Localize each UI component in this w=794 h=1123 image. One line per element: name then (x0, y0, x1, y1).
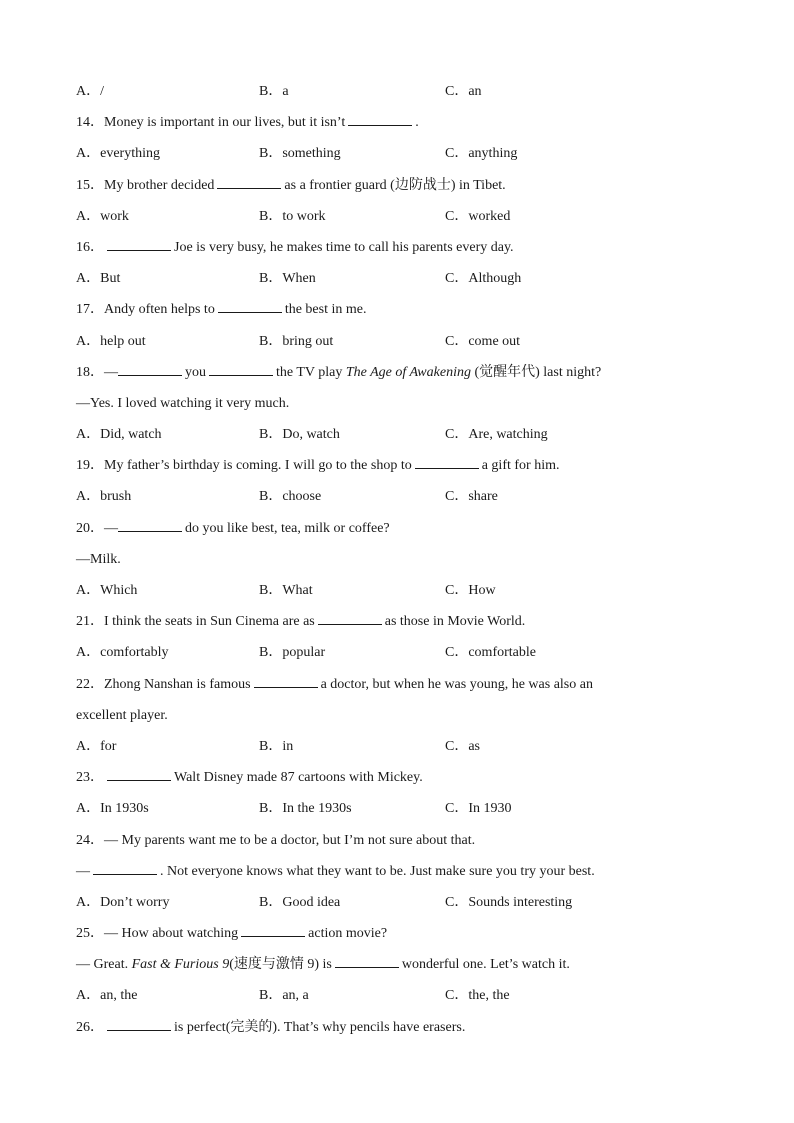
q18-option-c[interactable]: C．Are, watching (445, 427, 548, 443)
q24-stem (76, 829, 676, 860)
q22-number: 22． (76, 676, 104, 692)
q14-option-b[interactable]: B．something (259, 146, 341, 162)
q21-option-a[interactable]: A．comfortably (76, 645, 169, 661)
q16-blank (107, 236, 171, 251)
q18-options (76, 423, 676, 454)
q24-option-b[interactable]: B．Good idea (259, 894, 341, 910)
q14-text-post: . (415, 115, 419, 131)
q15-option-c[interactable]: C．worked (445, 208, 511, 224)
q22-blank (254, 673, 318, 688)
q14-options (76, 142, 676, 173)
q24-reply-dash: — (76, 863, 90, 879)
q13-option-b[interactable]: B．a (259, 84, 289, 99)
q13-option-c[interactable]: C．an (445, 84, 482, 99)
q20-options (76, 579, 676, 610)
q14-option-a[interactable]: A．everything (76, 146, 160, 162)
q23-number: 23． (76, 770, 104, 786)
q25-reply-pre: — Great. (76, 957, 129, 973)
q14-text-pre: Money is important in our lives, but it isn’t (104, 115, 346, 131)
q22-options (76, 735, 676, 766)
q23-stem (76, 766, 676, 797)
q13-options (76, 80, 676, 111)
q22-text-pre: Zhong Nanshan is famous (104, 676, 251, 692)
q23-option-c[interactable]: C．In 1930 (445, 801, 512, 817)
q25-title: Fast & Furious 9 (131, 957, 230, 973)
q24-options (76, 891, 676, 922)
q25-option-b[interactable]: B．an, a (259, 988, 309, 1004)
q24-number: 24． (76, 832, 104, 848)
q19-option-c[interactable]: C．share (445, 489, 498, 505)
q17-stem (76, 298, 676, 329)
q18-text-mid2: the TV play (276, 364, 343, 380)
q23-option-b[interactable]: B．In the 1930s (259, 801, 352, 817)
q20-dash: — (104, 520, 118, 536)
q18-text-post: (觉醒年代) last night? (474, 364, 602, 380)
q24-text-pre: — My parents want me to be a doctor, but I’m not sure about that. (104, 832, 476, 848)
q21-blank (318, 610, 382, 625)
q22-text-post: a doctor, but when he was young, he was also an (320, 676, 593, 692)
q25-blank-1 (241, 922, 305, 937)
q19-option-b[interactable]: B．choose (259, 489, 322, 505)
q20-blank (118, 517, 182, 532)
q19-text-post: a gift for him. (481, 458, 560, 474)
q25-reply-post: wonderful one. Let’s watch it. (401, 957, 570, 973)
q23-blank (107, 766, 171, 781)
q18-blank-2 (209, 361, 273, 376)
q19-option-a[interactable]: A．brush (76, 489, 132, 505)
q19-stem (76, 454, 676, 485)
q25-option-a[interactable]: A．an, the (76, 988, 138, 1004)
q23-option-a[interactable]: A．In 1930s (76, 801, 149, 817)
q21-text-pre: I think the seats in Sun Cinema are as (104, 614, 315, 630)
q15-option-b[interactable]: B．to work (259, 208, 326, 224)
q25-number: 25． (76, 926, 104, 942)
q26-stem (76, 1016, 676, 1047)
q24-reply-post: . Not everyone knows what they want to be. Just make sure you try your best. (160, 863, 595, 879)
q25-stem (76, 922, 676, 953)
q23-options (76, 797, 676, 828)
q19-number: 19． (76, 458, 104, 474)
q25-options (76, 984, 676, 1015)
q15-blank (217, 174, 281, 189)
q19-options (76, 485, 676, 516)
q15-text-post: as a frontier guard (边防战士) in Tibet. (284, 177, 506, 193)
q22-option-c[interactable]: C．as (445, 738, 480, 754)
q20-number: 20． (76, 520, 104, 536)
q24-option-c[interactable]: C．Sounds interesting (445, 894, 573, 910)
q16-number: 16． (76, 239, 104, 255)
q21-options (76, 641, 676, 672)
q16-option-b[interactable]: B．When (259, 271, 316, 287)
q18-number: 18． (76, 364, 104, 380)
q18-text-mid: you (185, 364, 206, 380)
q21-number: 21． (76, 614, 104, 630)
q18-blank-1 (118, 361, 182, 376)
q18-reply-text: —Yes. I loved watching it very much. (76, 395, 290, 411)
q17-options (76, 330, 676, 361)
q19-text-pre: My father’s birthday is coming. I will go to the shop to (104, 458, 412, 474)
q26-blank (107, 1016, 171, 1031)
worksheet (76, 80, 676, 1047)
q16-options (76, 267, 676, 298)
q14-blank (348, 111, 412, 126)
q17-option-c[interactable]: C．come out (445, 333, 521, 349)
q21-text-post: as those in Movie World. (384, 614, 526, 630)
q20-text-post: do you like best, tea, milk or coffee? (185, 520, 390, 536)
q20-reply-text: —Milk. (76, 551, 121, 567)
q15-option-a[interactable]: A．work (76, 208, 129, 224)
q16-stem (76, 236, 676, 267)
q20-stem (76, 517, 676, 548)
q26-text-post: is perfect(完美的). That’s why pencils have erasers. (174, 1019, 466, 1035)
q19-blank (415, 454, 479, 469)
q16-text-post: Joe is very busy, he makes time to call his parents every day. (174, 239, 514, 255)
q25-blank-2 (335, 953, 399, 968)
q15-number: 15． (76, 177, 104, 193)
q21-option-b[interactable]: B．popular (259, 645, 326, 661)
q21-option-c[interactable]: C．comfortable (445, 645, 536, 661)
q16-option-c[interactable]: C．Although (445, 271, 522, 287)
q22-option-b[interactable]: B．in (259, 738, 294, 754)
q15-text-pre: My brother decided (104, 177, 215, 193)
q25-reply (76, 953, 676, 984)
q17-number: 17． (76, 302, 104, 318)
q20-option-a[interactable]: A．Which (76, 583, 138, 598)
q20-option-b[interactable]: B．What (259, 583, 313, 598)
q22-stem-cont (76, 704, 676, 735)
q21-stem (76, 610, 676, 641)
q25-reply-mid: (速度与激情 9) is (229, 957, 332, 973)
q23-text-post: Walt Disney made 87 cartoons with Mickey. (174, 770, 423, 786)
q18-stem (76, 361, 676, 392)
q24-option-a[interactable]: A．Don’t worry (76, 894, 170, 910)
q17-option-a[interactable]: A．help out (76, 333, 146, 349)
q22-text-cont: excellent player. (76, 707, 168, 723)
q17-blank (218, 298, 282, 313)
q18-reply (76, 392, 676, 423)
q22-option-a[interactable]: A．for (76, 738, 117, 754)
q17-option-b[interactable]: B．bring out (259, 333, 334, 349)
q24-reply (76, 860, 676, 891)
q18-title: The Age of Awakening (345, 364, 471, 380)
q24-blank (93, 860, 157, 875)
q16-option-a[interactable]: A．But (76, 271, 121, 287)
q13-option-a[interactable]: A．/ (76, 84, 104, 99)
q17-text-pre: Andy often helps to (104, 302, 215, 318)
q14-stem (76, 111, 676, 142)
q25-text-post: action movie? (308, 926, 388, 942)
q25-text-pre: — How about watching (104, 926, 239, 942)
q18-option-a[interactable]: A．Did, watch (76, 427, 162, 443)
q14-option-c[interactable]: C．anything (445, 146, 518, 162)
q20-option-c[interactable]: C．How (445, 583, 496, 598)
q18-dash: — (104, 364, 118, 380)
q26-number: 26． (76, 1019, 104, 1035)
q15-stem (76, 174, 676, 205)
q15-options (76, 205, 676, 236)
q25-option-c[interactable]: C．the, the (445, 988, 510, 1004)
q22-stem (76, 673, 676, 704)
q17-text-post: the best in me. (284, 302, 367, 318)
q18-option-b[interactable]: B．Do, watch (259, 427, 340, 443)
q20-reply (76, 548, 676, 579)
q14-number: 14． (76, 115, 104, 131)
